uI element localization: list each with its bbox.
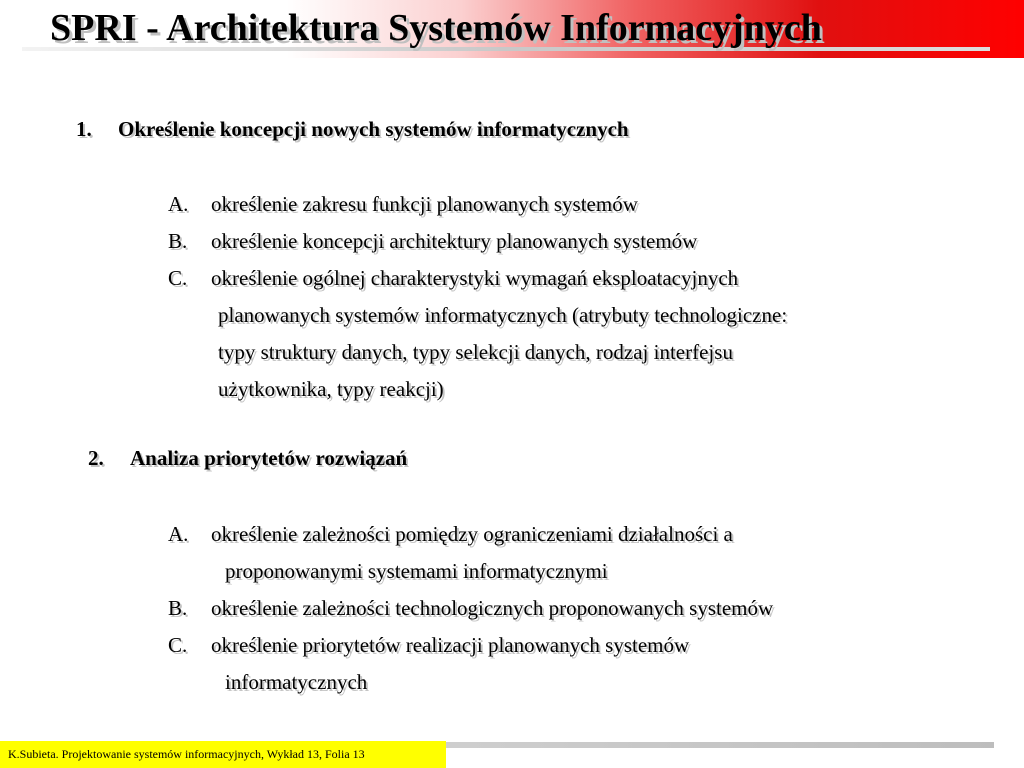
- section-1-heading: [76, 116, 629, 142]
- section-2-heading: [88, 445, 407, 471]
- item-text: określenie priorytetów realizacji planowanych systemów: [211, 633, 690, 657]
- item-text: określenie zakresu funkcji planowanych systemów: [211, 192, 638, 216]
- item-letter: B.: [168, 229, 188, 253]
- section-2-heading-text: Analiza priorytetów rozwiązań: [130, 446, 408, 470]
- section-1-item-c: [168, 265, 738, 291]
- section-1-item-c-continuation: planowanych systemów informatycznych (atrybuty technologiczne:: [218, 303, 788, 327]
- section-1-item-b: [168, 228, 697, 254]
- section-2-item-b: [168, 595, 773, 621]
- footer-caption: K.Subieta. Projektowanie systemów informacyjnych, Wykład 13, Folia 13: [0, 741, 446, 768]
- item-letter: B.: [168, 596, 188, 620]
- section-1-item-c-continuation: typy struktury danych, typy selekcji danych, rodzaj interfejsu: [218, 340, 733, 364]
- slide-title: SPRI - Architektura Systemów Informacyjnych: [50, 7, 822, 49]
- section-2-item-a: [168, 521, 733, 547]
- section-2-item-a-continuation: proponowanymi systemami informatycznymi: [225, 559, 608, 583]
- section-1-number: 1.: [76, 117, 92, 141]
- section-1-item-a: [168, 191, 638, 217]
- item-text: określenie koncepcji architektury planowanych systemów: [211, 229, 698, 253]
- item-text: określenie zależności technologicznych proponowanych systemów: [211, 596, 774, 620]
- item-letter: C.: [168, 633, 188, 657]
- item-text: określenie zależności pomiędzy ograniczeniami działalności a: [211, 522, 733, 546]
- section-1-item-c-continuation: użytkownika, typy reakcji): [218, 377, 444, 401]
- section-2-item-c-continuation: informatycznych: [225, 670, 368, 694]
- item-letter: A.: [168, 192, 189, 216]
- item-text: określenie ogólnej charakterystyki wymagań eksploatacyjnych: [211, 266, 739, 290]
- item-letter: A.: [168, 522, 189, 546]
- section-1-heading-text: Określenie koncepcji nowych systemów informatycznych: [118, 117, 629, 141]
- section-2-number: 2.: [88, 446, 104, 470]
- section-2-item-c: [168, 632, 689, 658]
- item-letter: C.: [168, 266, 188, 290]
